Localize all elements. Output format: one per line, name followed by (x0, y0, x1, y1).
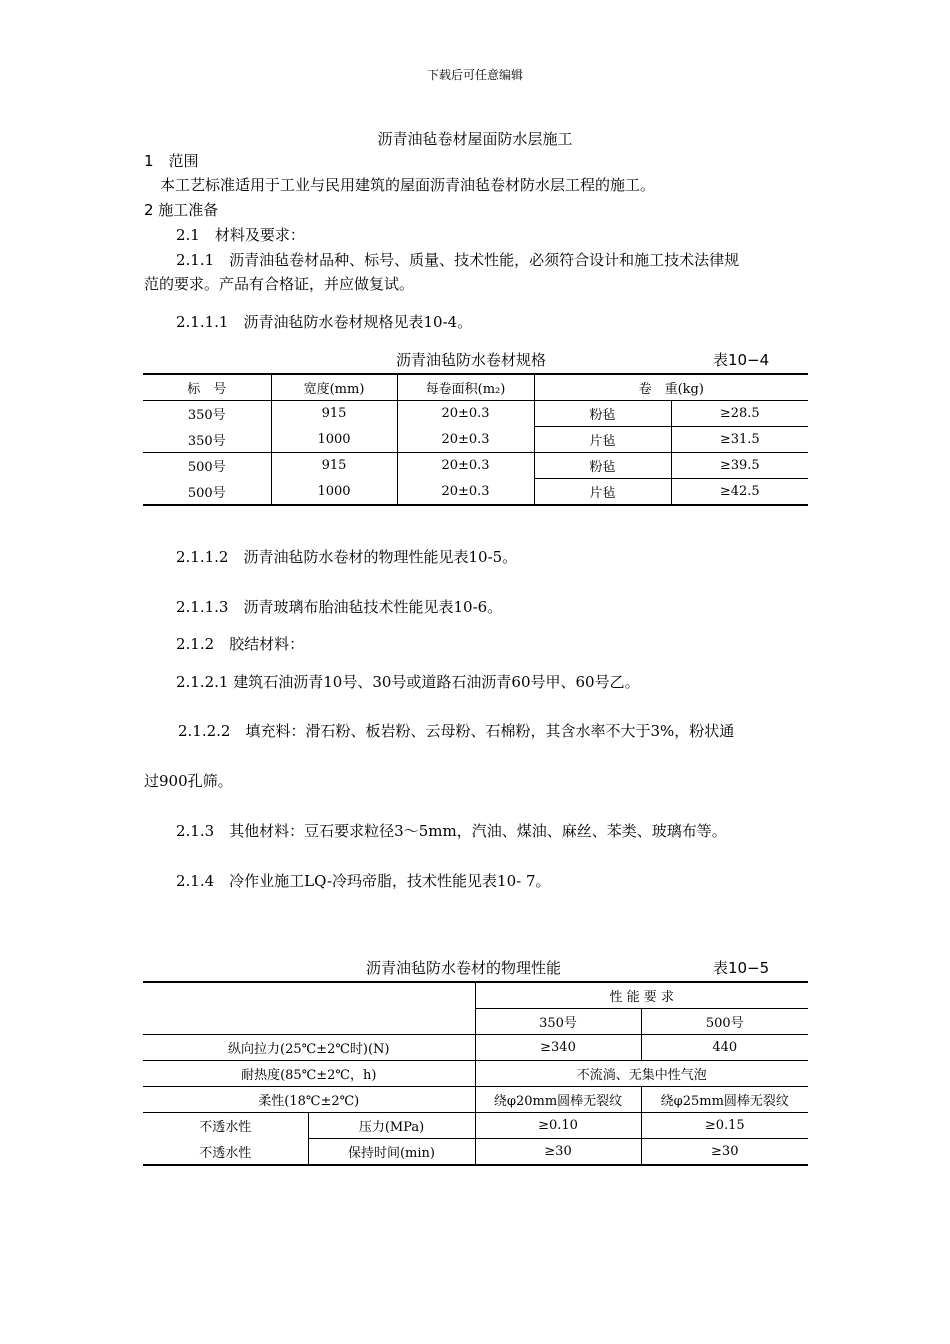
para-2-1-3: 2.1.3 其他材料：豆石要求粒径3～5mm，汽油、煤油、麻丝、苯类、玻璃布等。 (176, 822, 727, 840)
table1-title: 沥青油毡防水卷材规格 (396, 351, 547, 369)
table1-header-width: 宽度(mm) (271, 374, 397, 401)
para-2-1-1-3: 2.1.1.3 沥青玻璃布胎油毡技术性能见表10-6。 (176, 598, 503, 616)
table2-cell: 绕φ20mm圆棒无裂纹 (475, 1087, 641, 1113)
para-2-1-2-1: 2.1.2.1 建筑石油沥青10号、30号或道路石油沥青60号甲、60号乙。 (176, 673, 640, 691)
table1-cell: 片毡 (534, 479, 671, 506)
table1-header-grade: 标 号 (143, 374, 271, 401)
table1-cell: 片毡 (534, 427, 671, 453)
para-2-1-4: 2.1.4 冷作业施工LQ-冷玛帝脂，技术性能见表10- 7。 (176, 872, 551, 890)
table2-title: 沥青油毡防水卷材的物理性能 (366, 959, 562, 977)
table2-cell: ≥340 (475, 1035, 641, 1061)
table1-cell: 20±0.3 (397, 479, 534, 506)
table1-cell: 915 (271, 453, 397, 479)
table-row (143, 1061, 808, 1087)
para-2-1: 2.1 材料及要求： (176, 226, 305, 244)
table1-header-row (143, 374, 808, 401)
table2-cell: ≥0.15 (641, 1113, 808, 1139)
table2-blank-header (143, 982, 475, 1035)
table1-cell: 350号 (143, 401, 271, 427)
table-row (143, 401, 808, 427)
table1-cell: 350号 (143, 427, 271, 453)
table2-cell: 440 (641, 1035, 808, 1061)
table1-cell: ≥28.5 (671, 401, 808, 427)
table2-cell: 纵向拉力(25℃±2℃时)(N) (143, 1035, 475, 1061)
table2-header-row (143, 982, 808, 1009)
table2-col-500: 500号 (641, 1009, 808, 1035)
table-row (143, 1087, 808, 1113)
para-2-1-2: 2.1.2 胶结材料： (176, 635, 305, 653)
table1-cell: 粉毡 (534, 401, 671, 427)
section-1-heading: 1 范围 (144, 152, 199, 170)
table-row (143, 427, 808, 453)
para-2-1-1-2: 2.1.1.2 沥青油毡防水卷材的物理性能见表10-5。 (176, 548, 518, 566)
table2-number: 表10−5 (713, 959, 770, 977)
table2-cell: 绕φ25mm圆棒无裂纹 (641, 1087, 808, 1113)
doc-title: 沥青油毡卷材屋面防水层施工 (377, 130, 573, 148)
table1-cell: 1000 (271, 427, 397, 453)
table2-cell: 不透水性 (143, 1139, 308, 1166)
table2-cell: 耐热度(85℃±2℃，h) (143, 1061, 475, 1087)
table1-cell: 20±0.3 (397, 427, 534, 453)
table2-cell: ≥0.10 (475, 1113, 641, 1139)
table-physical-properties (143, 981, 808, 1166)
table2-perf-header: 性 能 要 求 (475, 982, 808, 1009)
para-2-1-1-line2: 范的要求。产品有合格证，并应做复试。 (144, 275, 415, 293)
table2-cell: ≥30 (475, 1139, 641, 1166)
table2-cell: ≥30 (641, 1139, 808, 1166)
table1-cell: 粉毡 (534, 453, 671, 479)
table1-cell: 20±0.3 (397, 453, 534, 479)
table2-cell: 柔性(18℃±2℃) (143, 1087, 475, 1113)
table1-number: 表10−4 (713, 351, 770, 369)
table-row (143, 1139, 808, 1166)
table-row (143, 453, 808, 479)
header-note: 下载后可任意编辑 (426, 68, 523, 82)
table1-cell: ≥39.5 (671, 453, 808, 479)
para-2-1-1-1: 2.1.1.1 沥青油毡防水卷材规格见表10-4。 (176, 313, 473, 331)
para-2-1-1-line1: 2.1.1 沥青油毡卷材品种、标号、质量、技术性能，必须符合设计和施工技术法律规 (176, 251, 740, 269)
table1-header-area: 每卷面积(m₂) (397, 374, 534, 401)
para-2-1-2-2-line1: 2.1.2.2 填充料：滑石粉、板岩粉、云母粉、石棉粉，其含水率不大于3%，粉状通 (178, 722, 735, 740)
table1-cell: 20±0.3 (397, 401, 534, 427)
table2-cell: 保持时间(min) (308, 1139, 475, 1166)
table-row (143, 479, 808, 506)
table1-cell: ≥42.5 (671, 479, 808, 506)
table-roll-specs (143, 373, 808, 506)
table-row (143, 1113, 808, 1139)
table1-cell: ≥31.5 (671, 427, 808, 453)
table1-cell: 500号 (143, 479, 271, 506)
table2-cell: 压力(MPa) (308, 1113, 475, 1139)
table1-cell: 500号 (143, 453, 271, 479)
para-2-1-2-2-line2: 过900孔筛。 (144, 772, 233, 790)
table1-header-weight: 卷 重(kg) (534, 374, 808, 401)
section-1-text: 本工艺标准适用于工业与民用建筑的屋面沥青油毡卷材防水层工程的施工。 (160, 176, 656, 194)
table1-cell: 1000 (271, 479, 397, 506)
table2-col-350: 350号 (475, 1009, 641, 1035)
table2-cell: 不流淌、无集中性气泡 (475, 1061, 808, 1087)
table-row (143, 1035, 808, 1061)
table2-cell: 不透水性 (143, 1113, 308, 1139)
section-2-heading: 2 施工准备 (144, 201, 219, 219)
table1-cell: 915 (271, 401, 397, 427)
